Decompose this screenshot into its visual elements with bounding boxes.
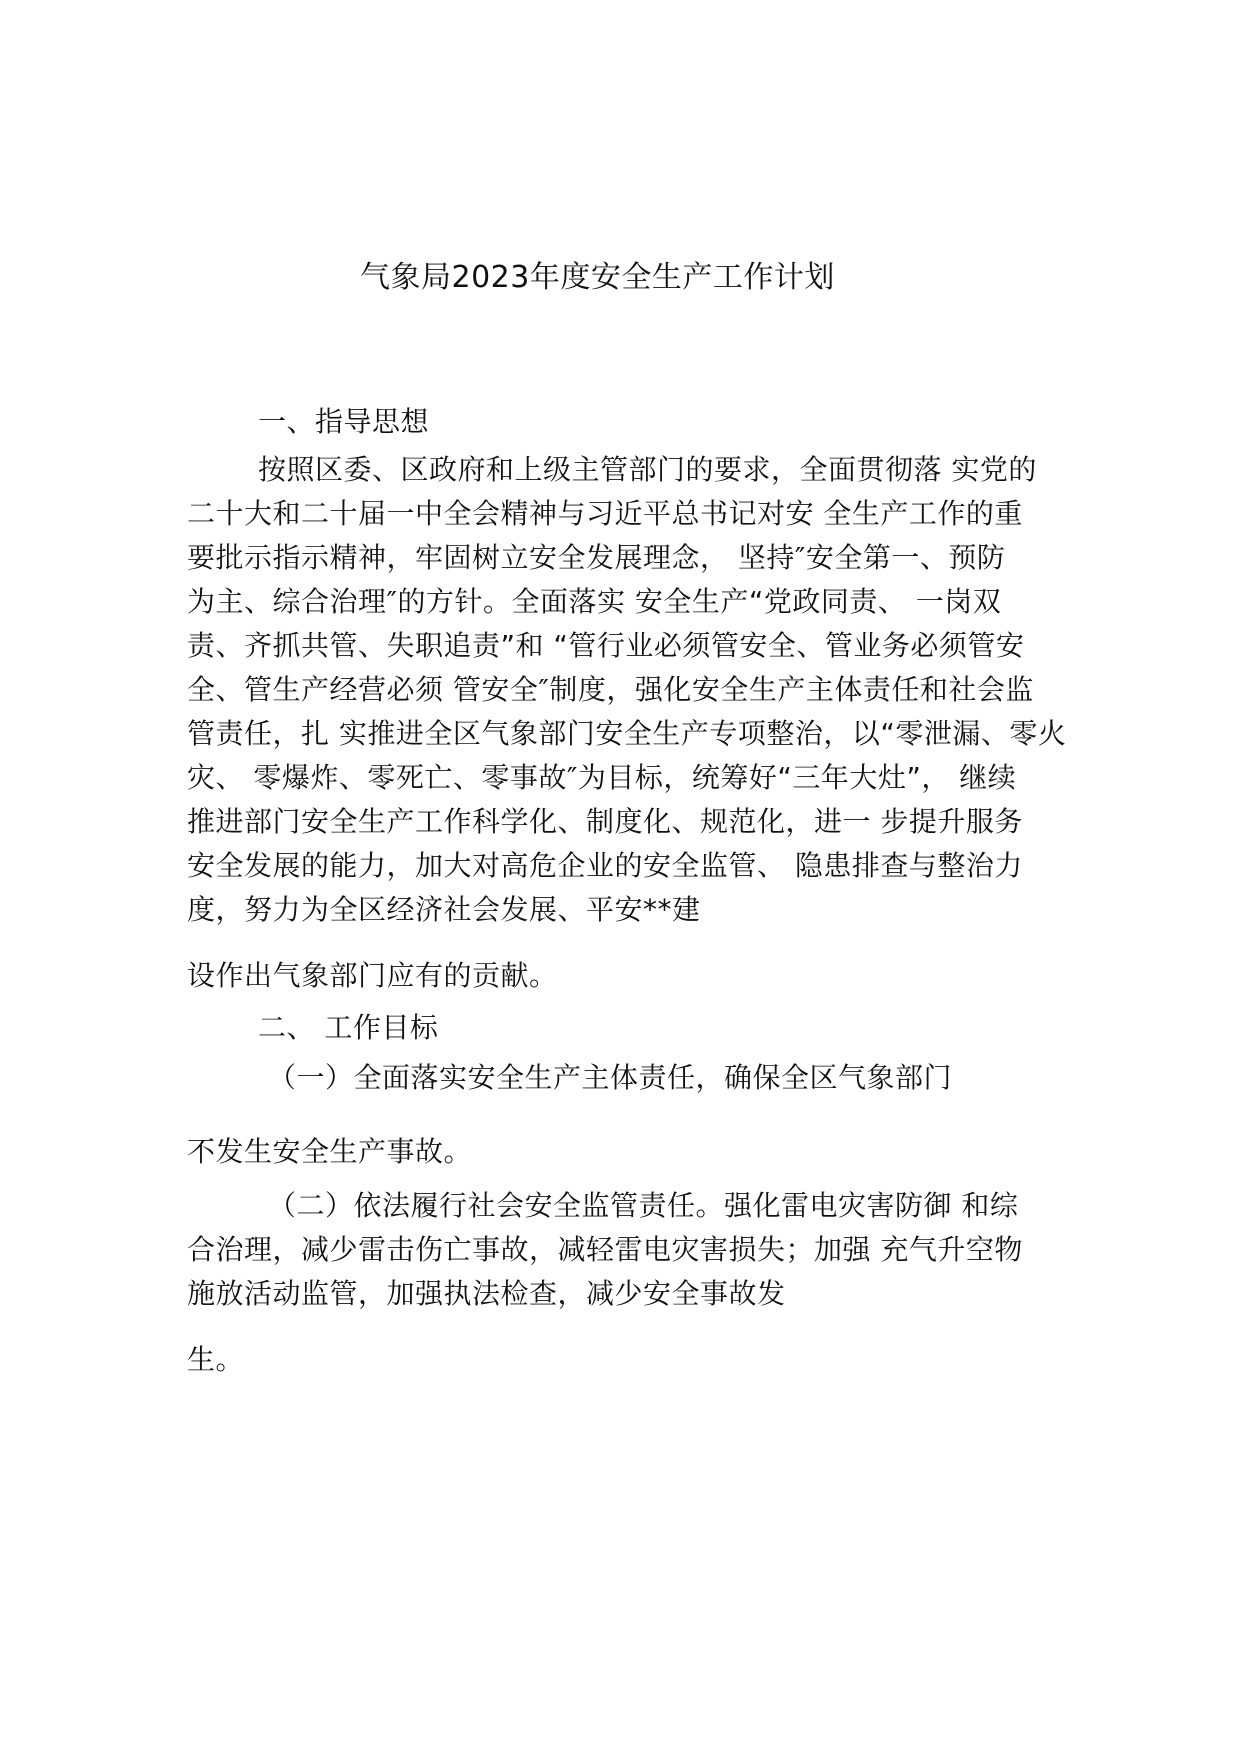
goal-item-line: （一）全面落实安全生产主体责任，确保全区气象部门 bbox=[268, 1061, 953, 1094]
document-title: 气象局2023年度安全生产工作计划 bbox=[360, 260, 835, 295]
section-heading-work-goals: 二、 工作目标 bbox=[258, 1011, 439, 1044]
goal-item-line: 合治理，减少雷击伤亡事故，减轻雷电灾害损失；加强 充气升空物 bbox=[187, 1233, 1023, 1266]
goal-item-line: 施放活动监管，加强执法检查，减少安全事故发 bbox=[187, 1277, 786, 1310]
paragraph-line: 管责任，扎 实推进全区气象部门安全生产专项整治，以“零泄漏、零火 bbox=[187, 717, 1067, 750]
paragraph-line: 全、管生产经营必须 管安全″制度，强化安全生产主体责任和社会监 bbox=[187, 673, 1034, 706]
goal-item-line: （二）依法履行社会安全监管责任。强化雷电灾害防御 和综 bbox=[268, 1189, 1019, 1222]
section-heading-guiding-thought: 一、指导思想 bbox=[258, 405, 430, 438]
paragraph-line: 设作出气象部门应有的贡献。 bbox=[187, 959, 558, 992]
goal-item-line: 生。 bbox=[187, 1343, 245, 1376]
paragraph-line: 二十大和二十届一中全会精神与习近平总书记对安 全生产工作的重 bbox=[187, 497, 1023, 530]
paragraph-line: 为主、综合治理″的方针。全面落实 安全生产“党政同责、 一岗双 bbox=[187, 585, 1002, 618]
paragraph-line: 安全发展的能力，加大对高危企业的安全监管、 隐患排查与整治力 bbox=[187, 849, 1023, 882]
paragraph-line: 按照区委、区政府和上级主管部门的要求，全面贯彻落 实党的 bbox=[258, 453, 1037, 486]
paragraph-line: 灾、 零爆炸、零死亡、零事故″为目标，统筹好“三年大灶”， 继续 bbox=[187, 761, 1017, 794]
goal-item-line: 不发生安全生产事故。 bbox=[187, 1135, 473, 1168]
paragraph-line: 要批示指示精神，牢固树立安全发展理念， 坚持″安全第一、预防 bbox=[187, 541, 1006, 574]
paragraph-line: 责、齐抓共管、失职追责”和 “管行业必须管安全、管业务必须管安 bbox=[187, 629, 1025, 662]
paragraph-line: 度，努力为全区经济社会发展、平安**建 bbox=[187, 893, 701, 926]
paragraph-line: 推进部门安全生产工作科学化、制度化、规范化，进一 步提升服务 bbox=[187, 805, 1023, 838]
